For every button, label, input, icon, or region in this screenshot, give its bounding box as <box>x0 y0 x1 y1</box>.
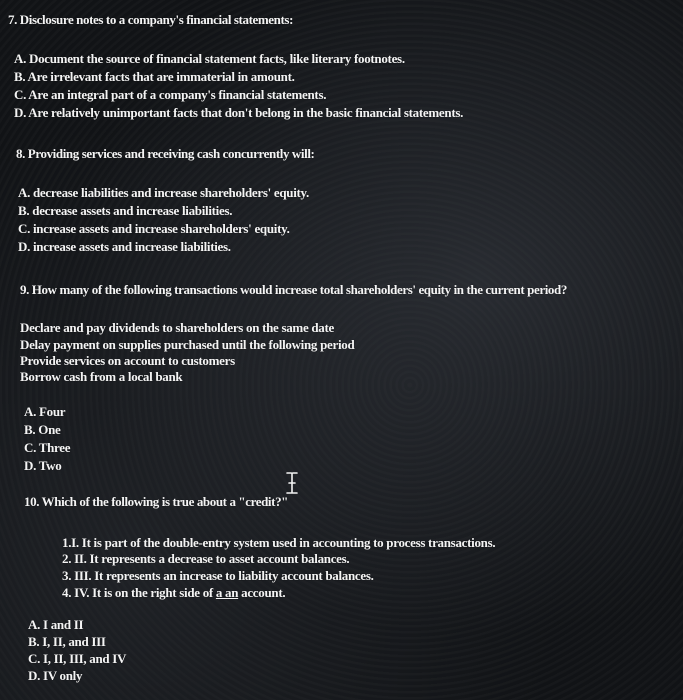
text-cursor-ibeam-icon <box>285 472 299 494</box>
q10-option-c: C. I, II, III, and IV <box>28 651 127 666</box>
q10-option-b: B. I, II, and III <box>28 634 106 649</box>
q10-statement-2: 2. II. It represents a decrease to asset account balances. <box>62 551 350 566</box>
q9-option-d: D. Two <box>24 458 62 473</box>
question-7: 7. Disclosure notes to a company's financial statements: <box>8 12 294 27</box>
q7-option-c: C. Are an integral part of a company's financial statements. <box>14 87 327 102</box>
q10-statement-1: 1.I. It is part of the double-entry system used in accounting to process transactions. <box>62 535 496 550</box>
question-9: 9. How many of the following transactions would increase total shareholders' equity in the current period? <box>20 282 567 297</box>
q8-option-c: C. increase assets and increase shareholders' equity. <box>18 221 290 236</box>
q10-statement-3: 3. III. It represents an increase to liability account balances. <box>62 568 374 583</box>
q10-option-d: D. IV only <box>28 668 83 683</box>
q8-option-a: A. decrease liabilities and increase shareholders' equity. <box>18 185 309 200</box>
question-10: 10. Which of the following is true about a "credit?" <box>24 494 288 509</box>
q10-option-a: A. I and II <box>28 617 84 632</box>
q9-transaction-1: Declare and pay dividends to shareholders on the same date <box>20 320 334 335</box>
q7-option-b: B. Are irrelevant facts that are immaterial in amount. <box>14 69 295 84</box>
q10-statement-4-underlined: a an <box>215 585 239 600</box>
q9-transaction-3: Provide services on account to customers <box>20 353 235 368</box>
q10-statement-4-tail: account. <box>241 585 286 600</box>
q9-option-b: B. One <box>24 422 61 437</box>
q10-statement-4 <box>62 585 285 601</box>
q7-option-a: A. Document the source of financial statement facts, like literary footnotes. <box>14 51 405 66</box>
q9-transaction-2: Delay payment on supplies purchased until the following period <box>20 337 355 352</box>
q9-option-a: A. Four <box>24 404 66 419</box>
q8-option-b: B. decrease assets and increase liabilities. <box>18 203 233 218</box>
q10-statement-4-text: 4. IV. It is on the right side of <box>62 585 213 600</box>
q7-option-d: D. Are relatively unimportant facts that don't belong in the basic financial statements. <box>14 105 464 120</box>
q9-transaction-4: Borrow cash from a local bank <box>20 369 183 384</box>
q9-option-c: C. Three <box>24 440 71 455</box>
q8-option-d: D. increase assets and increase liabilities. <box>18 239 231 254</box>
question-8: 8. Providing services and receiving cash concurrently will: <box>16 146 315 161</box>
